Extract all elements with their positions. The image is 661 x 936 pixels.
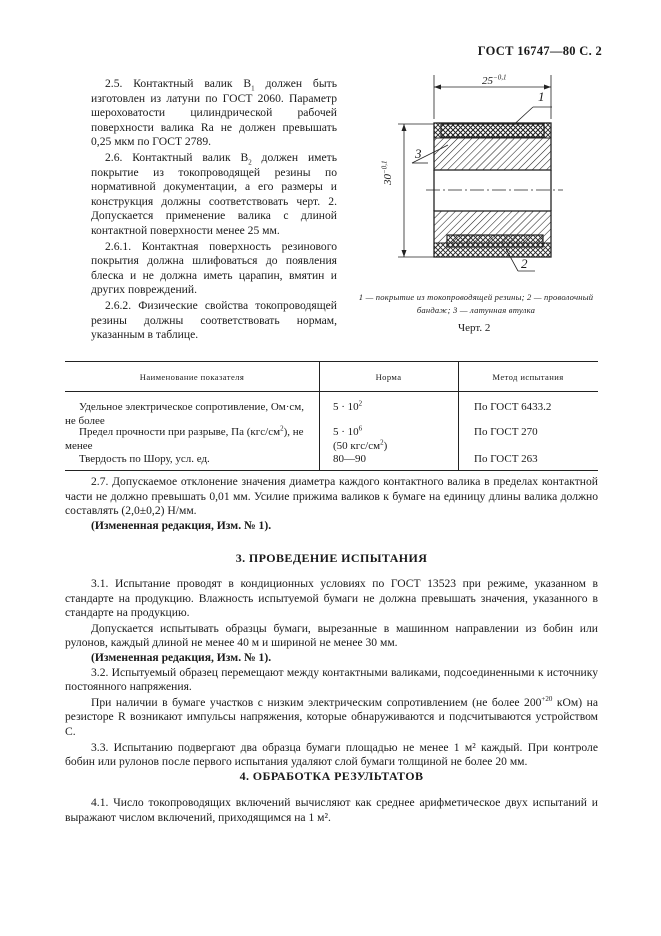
table-row-3-name: Твердость по Шору, усл. ед. [79, 453, 210, 465]
label-1: 1 [538, 89, 545, 104]
section-3-title: 3. ПРОВЕДЕНИЕ ИСПЫТАНИЯ [235, 551, 428, 565]
section-4-body [65, 796, 598, 825]
paragraph-3-1: 3.1. Испытание проводят в кондиционных условиях по ГОСТ 13523 при режиме, указанном в стандарте на продукцию. Влажность испытуемой бумаги не должна превышать значения, указанного в стандарте на продукцию. [65, 577, 598, 620]
bottom-coating [447, 235, 543, 247]
table-row-3-norm: 80—90 [333, 453, 366, 465]
label-2: 2 [521, 256, 528, 271]
table-header-norm: Норма [375, 372, 402, 382]
top-sleeve [434, 138, 551, 170]
table-row-1-method: По ГОСТ 6433.2 [474, 401, 552, 413]
paragraph-3-3: 3.3. Испытанию подвергают два образца бумаги площадью не менее 1 м² каждый. При контроле бобин или рулонов после первого испытания удаляют слой бумаги толщиной не более 20 мм. [65, 740, 598, 769]
paragraph-2-6: 2.6. Контактный валик $B_2$ должен иметь покрытие из токопроводящей резины по нормативной документации, а его размеры и конструкция должны соответствовать черт. 2. Допускается применение валика с длиной контактной поверхности менее 25 мм. [91, 150, 337, 237]
table-header-method: Метод испытания [492, 372, 564, 382]
roller-drawing-svg [358, 75, 598, 290]
paragraph-3-1b: Допускается испытывать образцы бумаги, вырезанные в машинном направлении из бобин или рулонов, каждый длиной не менее 40 м и шириной не менее 30 мм. [65, 621, 598, 650]
paragraph-2-6-1: 2.6.1. Контактная поверхность резинового покрытия должна шлифоваться до появления блеска и не должна иметь царапин, вмятин и других повреждений. [91, 239, 337, 297]
paragraph-2-6-2: 2.6.2. Физические свойства токопроводящей резины должны соответствовать нормам, указанным в таблице. [91, 298, 337, 342]
clause-2-7 [65, 475, 598, 533]
paragraph-4-1: 4.1. Число токопроводящих включений вычисляют как среднее арифметическое двух испытаний и выражают числом включений, приходящимся на 1 м². [65, 796, 598, 824]
amendment-note-2-7: (Измененная редакция, Изм. № 1). [91, 518, 272, 532]
section-3-body [65, 577, 598, 770]
amendment-note-3-1: (Измененная редакция, Изм. № 1). [91, 650, 272, 664]
paragraph-3-2b: При наличии в бумаге участков с низким электрическим сопротивлением (не более $200^{+20}$ кОм) на резисторе R возникают импульсы напряжения, которые обнаруживаются и подсчитываются устройством C. [65, 694, 598, 738]
dim-left-label: $30^{-0,1}$ [380, 160, 394, 185]
figure-number: Черт. 2 [458, 322, 491, 334]
figure-caption: 1 — покрытие из токопроводящей резины; 2 — проволочный бандаж; 3 — латунная втулка [358, 292, 594, 315]
table-row-1-name: Удельное электрическое сопротивление, Ом·см, не более [65, 401, 304, 427]
table-header-rule [65, 391, 598, 392]
top-coating [441, 124, 544, 137]
section-4-title: 4. ОБРАБОТКА РЕЗУЛЬТАТОВ [239, 769, 424, 783]
table-row-2-name: Предел прочности при разрыве, Па $(кгс/см^2)$, не менее [65, 424, 304, 452]
table-row-2-method: По ГОСТ 270 [474, 426, 538, 438]
roller-drawing [358, 75, 598, 325]
left-column [91, 77, 337, 343]
table-header-name: Наименование показателя [139, 372, 245, 382]
table-top-rule [65, 361, 598, 362]
properties-table [65, 361, 598, 471]
table-row-3-method: По ГОСТ 263 [474, 453, 538, 465]
table-bottom-rule [65, 470, 598, 471]
table-row-2-norm: $5 \cdot 10^6$ (50 кгс/$см^2$) [333, 424, 388, 452]
paragraph-2-7: 2.7. Допускаемое отклонение значения диаметра каждого контактного валика в пределах контактной части не должно превышать 0,01 мм. Усилие прижима валиков к бумаге на единицу длины валика должно составлять (2,0±0,2) Н/мм. [65, 475, 598, 518]
paragraph-2-5: 2.5. Контактный валик $B_1$ должен быть изготовлен из латуни по ГОСТ 2060. Параметр шероховатости цилиндрической рабочей поверхности валика Ra не должен превышать 0,25 мкм по ГОСТ 2789. [91, 77, 337, 149]
dim-top-label: $25^{-0,1}$ [482, 73, 507, 87]
page-header: ГОСТ 16747—80 С. 2 [477, 44, 602, 58]
table-row-1-norm: $5 \cdot 10^2$ [333, 399, 363, 413]
label-3: 3 [415, 146, 422, 161]
paragraph-3-2: 3.2. Испытуемый образец перемещают между контактными валиками, подсоединенными к источнику постоянного напряжения. [65, 665, 598, 694]
